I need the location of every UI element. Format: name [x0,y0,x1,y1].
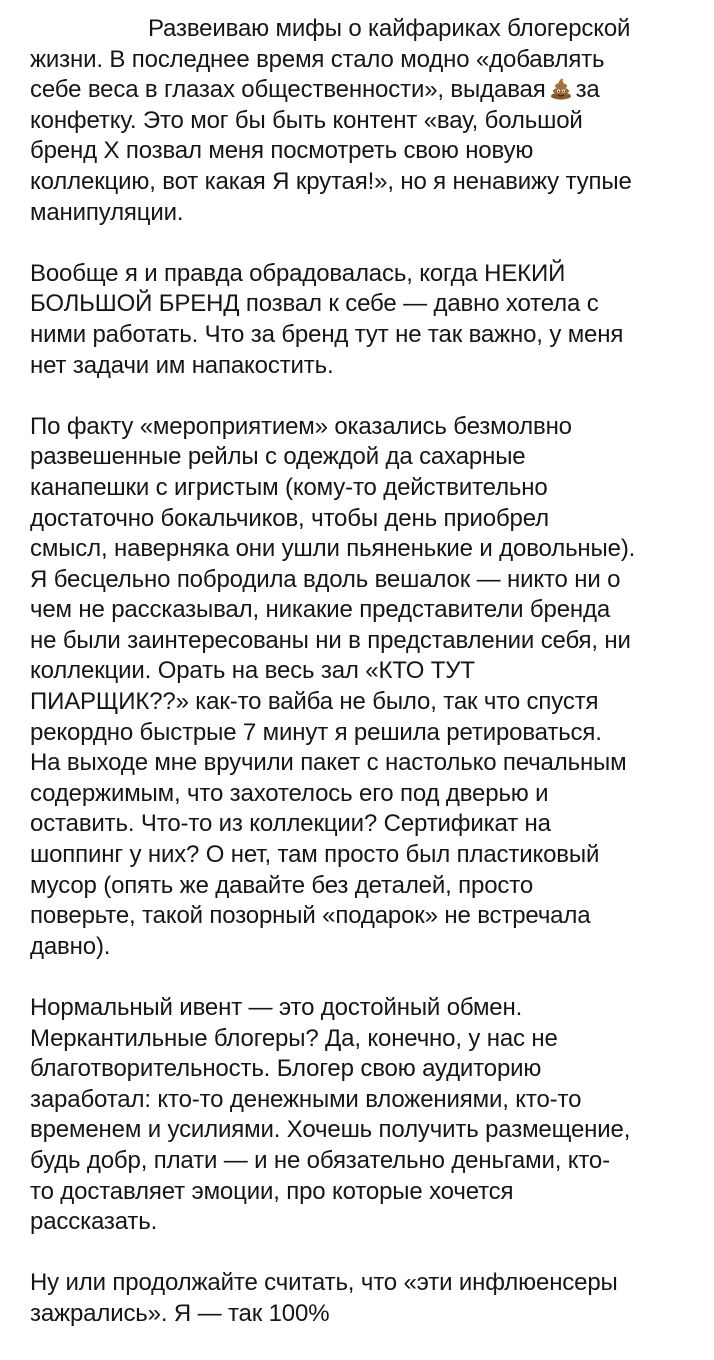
text-line: шоппинг у них? О нет, там просто был пластиковый [30,841,600,869]
text-segment: себе веса в глазах общественности», выдавая [30,76,546,104]
text-line: БОЛЬШОЙ БРЕНД позвал к себе — давно хотела с [30,290,599,318]
text-line: то доставляет эмоции, про которые хочется [30,1177,514,1205]
paragraph-2 [30,259,705,381]
paragraph-5 [30,1268,705,1329]
text-line: содержимым, что захотелось его под дверью и [30,779,549,807]
text-line: Развеиваю мифы о кайфариках блогерской [148,15,631,42]
text-line: Ну или продолжайте считать, что «эти инфлюенсеры [30,1269,618,1297]
text-line: конфетку. Это мог бы быть контент «вау, большой [30,106,583,134]
text-line [30,75,705,106]
text-line: давно). [30,932,111,960]
text-line: благотворительность. Блогер свою аудиторию [30,1055,542,1083]
text-line: коллекцию, вот какая Я крутая!», но я ненавижу тупые [30,167,632,195]
text-line: Меркантильные блогеры? Да, конечно, у нас не [30,1024,558,1052]
text-line: развешенные рейлы с одеждой да сахарные [30,443,526,471]
text-line: смысл, наверняка они ушли пьяненькие и довольные). [30,535,636,563]
text-line: заработал: кто-то денежными вложениями, кто-то [30,1085,582,1113]
text-line: временем и усилиями. Хочешь получить размещение, [30,1116,631,1144]
text-line: Нормальный ивент — это достойный обмен. [30,994,523,1021]
post-text [30,14,705,1360]
text-line: коллекции. Орать на весь зал «КТО ТУТ [30,657,475,685]
text-line: мусор (опять же давайте без деталей, просто [30,871,534,899]
text-line: На выходе мне вручили пакет с настолько печальным [30,749,627,777]
paragraph-1 [30,14,705,228]
text-line: ними работать. Что за бренд тут не так важно, у меня [30,320,624,348]
text-line: жизни. В последнее время стало модно «добавлять [30,45,605,73]
text-line: рассказать. [30,1208,158,1236]
text-line: зажрались». Я — так 100% [30,1299,330,1327]
text-line: поверьте, такой позорный «подарок» не встречала [30,902,591,930]
text-line: Вообще я и правда обрадовалась, когда НЕКИЙ [30,259,566,287]
text-segment: за [575,76,600,104]
text-line: ПИАРЩИК??» как-то вайба не было, так что спустя [30,688,599,716]
text-line: манипуляции. [30,198,184,226]
text-line: оставить. Что-то из коллекции? Сертификат на [30,810,551,838]
paragraph-3 [30,412,705,963]
text-line: достаточно бокальчиков, чтобы день приобрел [30,504,550,532]
text-line: чем не рассказывал, никакие представители бренда [30,596,611,624]
text-line: нет задачи им напакостить. [30,351,334,379]
text-line: канапешки с игристым (кому-то действительно [30,473,548,501]
text-line: По факту «мероприятием» оказались безмолвно [30,412,572,440]
text-line: будь добр, плати — и не обязательно деньгами, кто- [30,1146,610,1174]
text-line: не были заинтересованы ни в представлении себя, ни [30,626,631,654]
text-line: Я бесцельно побродила вдоль вешалок — никто ни о [30,565,621,593]
paragraph-4 [30,993,705,1238]
poop-emoji-icon [550,76,572,100]
text-line: бренд Х позвал меня посмотреть свою новую [30,137,534,165]
text-line: рекордно быстрые 7 минут я решила ретироваться. [30,718,602,746]
